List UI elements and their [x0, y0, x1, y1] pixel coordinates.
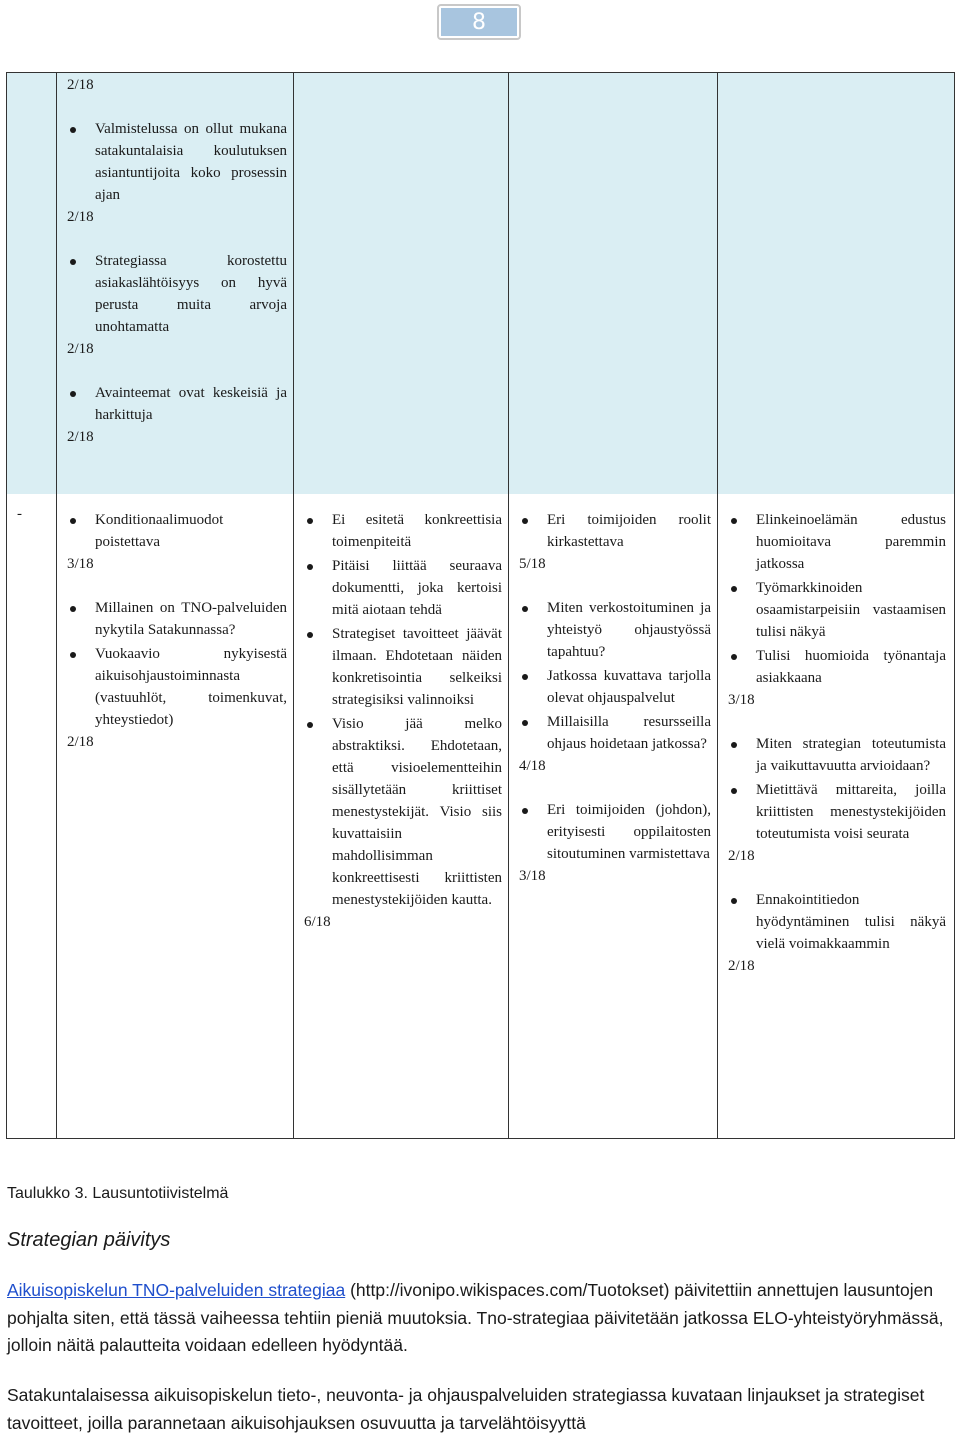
reference-count: 2/18: [67, 209, 94, 225]
table-cell-r2c1: [59, 509, 287, 753]
paragraph-1: [7, 1277, 955, 1360]
bullet-item: Tulisi huomioida työnantaja asiakkaana: [720, 645, 946, 689]
reference-count: 2/18: [67, 734, 94, 750]
bullet-item: Avainteemat ovat keskeisiä ja harkittuja: [59, 382, 287, 426]
page-number: 8: [441, 8, 517, 36]
column-divider: [508, 73, 509, 494]
bullet-item: Jatkossa kuvattava tarjolla olevat ohjauspalvelut: [511, 665, 711, 709]
reference-count: 5/18: [519, 556, 546, 572]
reference-count: 2/18: [67, 429, 94, 445]
page-number-badge: [437, 4, 521, 40]
bullet-item: Vuokaavio nykyisestä aikuisohjaustoiminnasta (vastuuhlöt, toimenkuvat, yhteystiedot): [59, 643, 287, 731]
bullet-item: Ei esitetä konkreettisia toimenpiteitä: [296, 509, 502, 553]
bullet-item: Konditionaalimuodot poistettava: [59, 509, 287, 553]
table-cell-r1c1: [59, 73, 287, 448]
table-cell-r2c2: [296, 509, 502, 933]
table-caption: Taulukko 3. Lausuntotiivistelmä: [7, 1185, 229, 1202]
dash-marker: -: [17, 506, 22, 522]
section-title: Strategian päivitys: [7, 1229, 171, 1251]
bullet-item: Millaisilla resursseilla ohjaus hoidetaan jatkossa?: [511, 711, 711, 755]
strategy-link[interactable]: Aikuisopiskelun TNO-palveluiden strategiaa: [7, 1280, 346, 1300]
bullet-item: Työmarkkinoiden osaamistarpeisiin vastaamisen tulisi näkyä: [720, 577, 946, 643]
bullet-item: Elinkeinoelämän edustus huomioitava paremmin jatkossa: [720, 509, 946, 575]
bullet-item: Eri toimijoiden (johdon), erityisesti oppilaitosten sitoutuminen varmistettava: [511, 799, 711, 865]
column-divider: [293, 494, 294, 1138]
bullet-item: Ennakointitiedon hyödyntäminen tulisi näkyä vielä voimakkaammin: [720, 889, 946, 955]
table-cell-r2c3: [511, 509, 711, 887]
reference-count: 2/18: [67, 77, 94, 93]
bullet-item: Mietittävä mittareita, joilla kriittisten menestystekijöiden toteutumista voisi seurata: [720, 779, 946, 845]
table-cell-r2c4: [720, 509, 946, 977]
bullet-item: Valmistelussa on ollut mukana satakuntalaisia koulutuksen asiantuntijoita koko prosessin ajan: [59, 118, 287, 206]
table-row-1: [6, 72, 955, 495]
column-divider: [56, 73, 57, 494]
bullet-item: Millainen on TNO-palveluiden nykytila Satakunnassa?: [59, 597, 287, 641]
column-divider: [293, 73, 294, 494]
bullet-item: Strategiset tavoitteet jäävät ilmaan. Ehdotetaan näiden konkretisointia selkeiksi strategisiksi valinnoiksi: [296, 623, 502, 711]
reference-count: 3/18: [519, 868, 546, 884]
reference-count: 3/18: [728, 692, 755, 708]
bullet-item: Eri toimijoiden roolit kirkastettava: [511, 509, 711, 553]
reference-count: 2/18: [728, 848, 755, 864]
bullet-item: Miten verkostoituminen ja yhteistyö ohjaustyössä tapahtuu?: [511, 597, 711, 663]
paragraph-1-text: (http://ivonipo.wikispaces.com/Tuotokset) päivitettiin annettujen lausuntojen pohjalta siten, että tässä vaiheessa tehtiin pieniä muutoksia. Tno-strategiaa päivitetään jatkossa ELO-yhteistyöryhmässä, jolloin näitä palautteita voidaan edelleen hyödyntää.: [7, 1280, 944, 1355]
bullet-item: Visio jää melko abstraktiksi. Ehdotetaan, että visioelementteihin sisällytetään kriittiset menestystekijät. Visio siis kuvattaisiin mahdollisimman konkreettisesti kriittisten menestystekijöiden kautta.: [296, 713, 502, 911]
reference-count: 2/18: [67, 341, 94, 357]
reference-count: 4/18: [519, 758, 546, 774]
column-divider: [56, 494, 57, 1138]
bullet-item: Pitäisi liittää seuraava dokumentti, joka kertoisi mitä aiotaan tehdä: [296, 555, 502, 621]
reference-count: 2/18: [728, 958, 755, 974]
table-row-2: [6, 494, 955, 1139]
column-divider: [508, 494, 509, 1138]
bullet-item: Miten strategian toteutumista ja vaikuttavuutta arvioidaan?: [720, 733, 946, 777]
reference-count: 3/18: [67, 556, 94, 572]
paragraph-2: Satakuntalaisessa aikuisopiskelun tieto-, neuvonta- ja ohjauspalveluiden strategiassa kuvataan linjaukset ja strategiset tavoitteet, joilla parannetaan aikuisohjauksen osuvuutta ja tarvelähtöisyyttä: [7, 1385, 925, 1433]
bullet-item: Strategiassa korostettu asiakaslähtöisyys on hyvä perusta muita arvoja unohtamatta: [59, 250, 287, 338]
column-divider: [717, 73, 718, 494]
column-divider: [717, 494, 718, 1138]
reference-count: 6/18: [304, 914, 331, 930]
